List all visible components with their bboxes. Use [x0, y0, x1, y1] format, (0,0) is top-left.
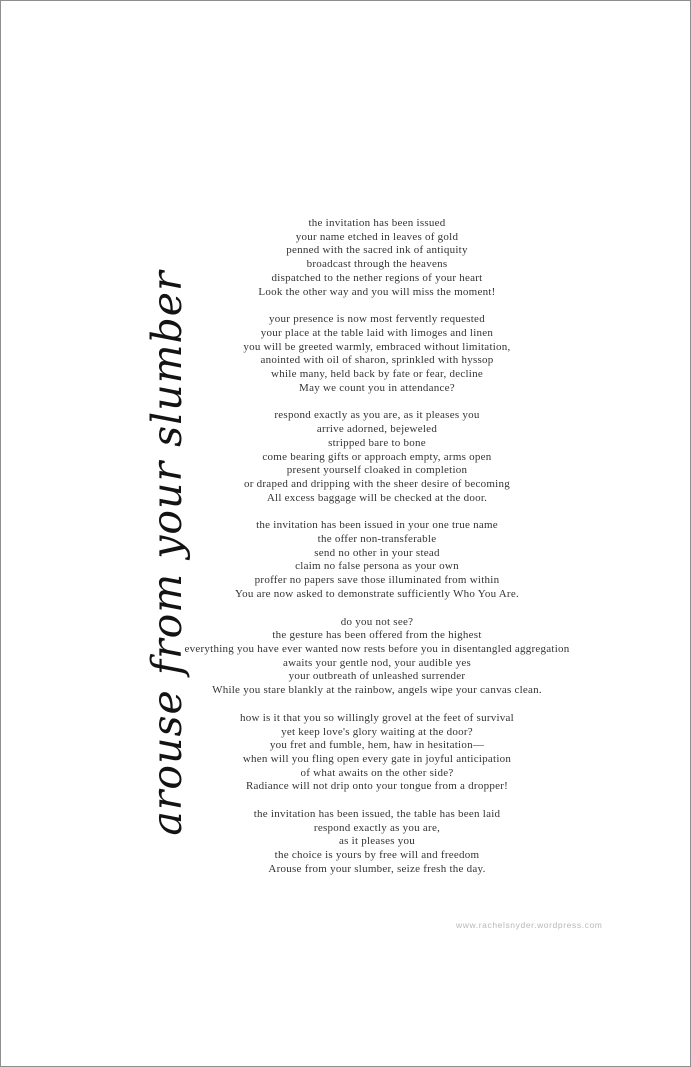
poem-line: All excess baggage will be checked at the door. [266, 491, 488, 504]
poem-line: your presence is now most fervently requested [269, 313, 485, 326]
poem-line: claim no false persona as your own [295, 560, 459, 573]
poem-line: the offer non-transferable [317, 533, 437, 546]
stanza [77, 409, 677, 505]
poem-line: the gesture has been offered from the highest [272, 629, 482, 642]
stanza [77, 313, 677, 395]
poem-line: Look the other way and you will miss the moment! [258, 285, 496, 298]
poem-line: the choice is yours by free will and freedom [274, 849, 480, 862]
stanza [77, 808, 677, 877]
poem-line: your name etched in leaves of gold [295, 230, 459, 243]
stanza [77, 616, 677, 698]
poem-line: of what awaits on the other side? [300, 766, 454, 779]
poem-line: awaits your gentle nod, your audible yes [282, 656, 472, 669]
poem-line: your outbreath of unleashed surrender [288, 670, 466, 683]
poem-line: you will be greeted warmly, embraced without limitation, [243, 340, 511, 353]
poem-line: everything you have ever wanted now rests before you in disentangled aggregation [184, 642, 570, 655]
poem-line: While you stare blankly at the rainbow, angels wipe your canvas clean. [212, 684, 542, 697]
vertical-poem-title: arouse from your slumber [143, 270, 191, 836]
poem-line: yet keep love's glory waiting at the door? [281, 725, 473, 738]
stanza [77, 519, 677, 601]
poem-line: you fret and fumble, hem, haw in hesitation— [269, 739, 485, 752]
poem-line: stripped bare to bone [328, 436, 426, 449]
poem-line: or draped and dripping with the sheer desire of becoming [243, 477, 510, 490]
poem-line: the invitation has been issued, the table has been laid [253, 808, 501, 821]
stanza [77, 217, 677, 299]
watermark-url: www.rachelsnyder.wordpress.com [456, 920, 603, 930]
poem-line: dispatched to the nether regions of your heart [271, 271, 483, 284]
poem-line: proffer no papers save those illuminated from within [254, 574, 500, 587]
poem-line: penned with the sacred ink of antiquity [286, 244, 468, 257]
poem-line: Arouse from your slumber, seize fresh the day. [268, 862, 486, 875]
poem-line: arrive adorned, bejeweled [316, 423, 438, 436]
poem-line: send no other in your stead [314, 546, 440, 559]
poem-line: respond exactly as you are, as it pleases you [274, 409, 480, 422]
poem-line: as it pleases you [338, 835, 416, 848]
poem-line: present yourself cloaked in completion [286, 464, 468, 477]
poem-line: the invitation has been issued in your one true name [256, 519, 498, 532]
poem [77, 217, 677, 891]
poem-line: respond exactly as you are, [313, 821, 441, 834]
poem-line: do you not see? [340, 615, 414, 628]
poem-line: the invitation has been issued [308, 217, 446, 229]
poem-line: broadcast through the heavens [306, 258, 448, 271]
poem-line: when will you fling open every gate in joyful anticipation [242, 752, 512, 765]
poem-line: May we count you in attendance? [299, 381, 455, 394]
poem-line: come bearing gifts or approach empty, arms open [262, 450, 492, 463]
poem-line: Radiance will not drip onto your tongue from a dropper! [245, 780, 509, 793]
poem-line: how is it that you so willingly grovel at the feet of survival [240, 711, 514, 724]
poem-line: while many, held back by fate or fear, decline [271, 368, 483, 381]
poem-line: your place at the table laid with limoges and linen [260, 326, 494, 339]
poem-line: anointed with oil of sharon, sprinkled with hyssop [260, 354, 494, 367]
poem-line: You are now asked to demonstrate sufficiently Who You Are. [235, 587, 519, 600]
stanza [77, 712, 677, 794]
